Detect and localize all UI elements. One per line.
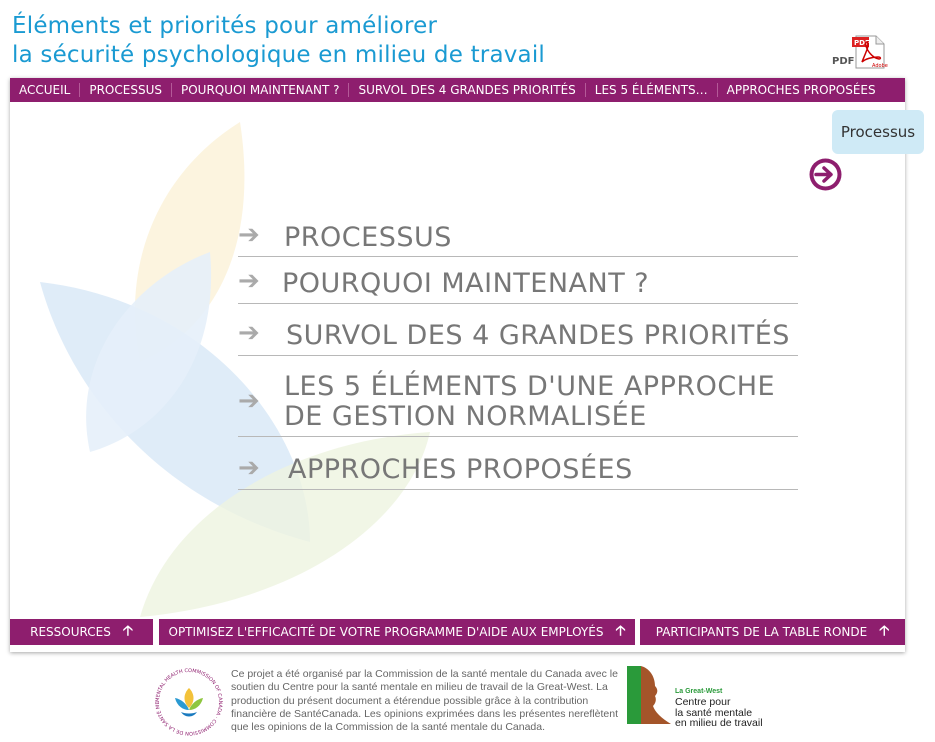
title-line-1: Éléments et priorités pour améliorer [12,13,438,39]
page-title [12,12,545,70]
nav-item-survol[interactable]: SURVOL DES 4 GRANDES PRIORITÉS [349,83,585,97]
menu-item-5-elements[interactable]: ➔ LES 5 ÉLÉMENTS D'UNE APPROCHE DE GESTION NORMALISÉE [238,368,798,437]
top-navigation [10,78,905,102]
menu-item-processus[interactable]: ➔ PROCESSUS [238,218,798,257]
nav-item-approches[interactable]: APPROCHES PROPOSÉES [726,83,876,97]
participants-button[interactable]: PARTICIPANTS DE LA TABLE RONDE 🡡 [640,619,905,645]
main-frame [10,78,916,652]
menu-item-approches[interactable]: ➔ APPROCHES PROPOSÉES [238,450,798,490]
nav-item-pourquoi-maintenant[interactable]: POURQUOI MAINTENANT ? [172,83,350,97]
arrow-right-icon: ➔ [238,266,260,296]
arrow-right-icon: ➔ [238,318,260,348]
background-petals-graphic [10,102,905,617]
arrow-right-icon: ➔ [238,453,260,483]
title-line-2: la sécurité psychologique en milieu de travail [12,42,546,68]
pdf-label: PDF [832,56,855,67]
arrow-right-icon: ➔ [238,386,260,416]
svg-text:Adobe: Adobe [872,63,888,69]
great-west-head-icon [627,666,671,724]
next-tooltip: Processus [832,110,924,154]
great-west-logo: La Great-West Centre pour la santé mentale en milieu de travail [627,666,772,726]
arrow-up-icon: 🡡 [122,623,133,639]
arrow-right-icon: ➔ [238,220,260,250]
nav-item-accueil[interactable]: ACCUEIL [10,83,80,97]
nav-item-5-elements[interactable]: LES 5 ÉLÉMENTS… [586,83,718,97]
pdf-icon [852,34,886,70]
arrow-up-icon: 🡡 [879,623,890,639]
resources-button[interactable]: RESSOURCES 🡡 [10,619,153,645]
pdf-download-button[interactable] [832,34,888,70]
footer-disclaimer: Ce projet a été organisé par la Commission de la santé mentale du Canada avec le soutien du Centre pour la santé mentale en milieu de travail de la Great-West. La production du présent document a étérendue possible grâce à la contribution financière de SantéCanada. Les opinions exprimées dans les présentes nereflètent que les opinions de la Commission de la santé mentale du Canada. [231,668,618,734]
arrow-up-icon: 🡡 [615,623,626,639]
menu-item-pourquoi-maintenant[interactable]: ➔ POURQUOI MAINTENANT ? [238,266,798,304]
svg-text:PDF: PDF [854,39,870,47]
eap-button[interactable]: OPTIMISEZ L'EFFICACITÉ DE VOTRE PROGRAMME D'AIDE AUX EMPLOYÉS 🡡 [159,619,635,645]
svg-text:MENTAL HEALTH COMMISSION OF CA: MENTAL HEALTH COMMISSION OF CANADA · COMMISSION DE LA SANTÉ ME [154,667,224,737]
menu-item-survol[interactable]: ➔ SURVOL DES 4 GRANDES PRIORITÉS [238,318,798,356]
nav-item-processus[interactable]: PROCESSUS [80,83,172,97]
arrow-right-circle-icon[interactable] [808,157,843,192]
mhcc-logo [153,666,225,738]
